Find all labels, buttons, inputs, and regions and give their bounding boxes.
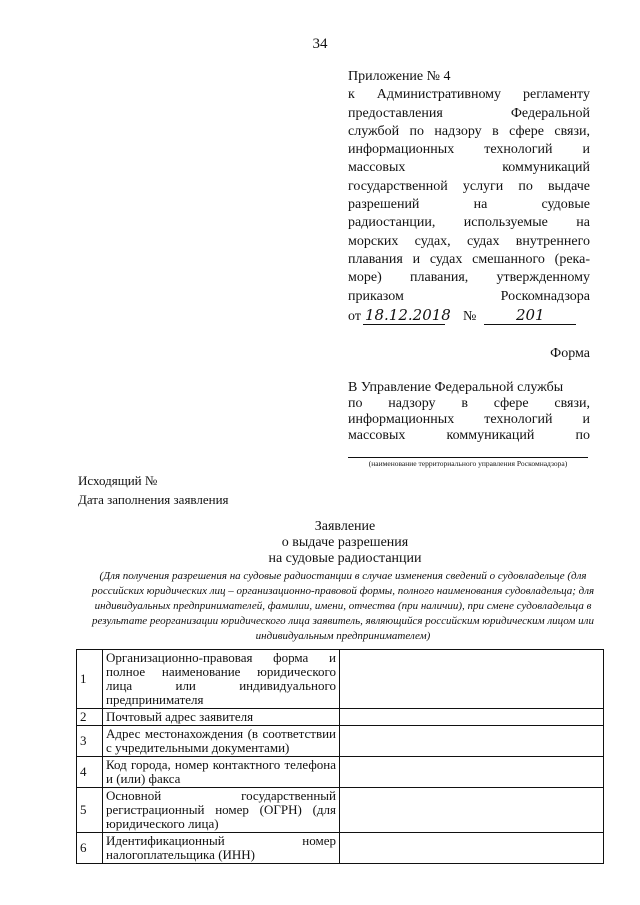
appendix-line: массовых коммуникаций — [348, 160, 590, 176]
outgoing-number-label: Исходящий № — [78, 473, 158, 488]
page-number: 34 — [312, 36, 328, 52]
appendix-line: радиостанции, используемые на — [348, 215, 590, 231]
document-title — [80, 519, 610, 567]
title-line: Заявление — [314, 519, 376, 534]
fill-date-label: Дата заполнения заявления — [78, 492, 229, 507]
order-date-number — [348, 306, 590, 326]
appendix-title: Приложение № 4 — [348, 69, 451, 84]
number-label: № — [462, 308, 477, 324]
row-label: Основной государственный регистрационный номер (ОГРН) (для юридического лица) — [103, 788, 340, 833]
table-row — [77, 650, 604, 709]
addressee-line: по надзору в сфере связи, — [348, 396, 590, 411]
row-number: 5 — [77, 788, 103, 833]
appendix-line: государственной услуги по выдаче — [348, 178, 590, 194]
row-label: Почтовый адрес заявителя — [103, 709, 340, 726]
application-note: (Для получения разрешения на судовые радиостанции в случае изменения сведений о судовладельце (для российских юридических лиц – организационно-правовой формы, полного наименования судовладельца; для индивидуальных предпринимателей, фамилии, имени, отчества (при наличии), при смене судовладельца в результате реорганизации юридического лица заявитель, являющийся российским юридическим лицом или индивидуальным предпринимателем) — [91, 570, 595, 642]
table-row — [77, 833, 604, 864]
row-number: 2 — [77, 709, 103, 726]
appendix-line: приказом Роскомнадзора — [348, 288, 590, 304]
row-number: 4 — [77, 757, 103, 788]
row-number: 1 — [77, 650, 103, 709]
addressee-hint: (наименование территориального управления Роскомнадзора) — [368, 459, 568, 468]
row-label: Код города, номер контактного телефона и (или) факса — [103, 757, 340, 788]
addressee-block — [348, 380, 590, 444]
row-label: Организационно-правовая форма и полное наименование юридического лица или индивидуального предпринимателя — [103, 650, 340, 709]
appendix-line: морских судах, судах внутреннего — [348, 233, 590, 249]
row-number: 6 — [77, 833, 103, 864]
table-row — [77, 788, 604, 833]
row-number: 3 — [77, 726, 103, 757]
addressee-line: информационных технологий и — [348, 412, 590, 427]
outgoing-info — [78, 471, 229, 509]
appendix-line: разрешений на судовые — [348, 197, 590, 213]
row-value — [340, 757, 604, 788]
appendix-line: к Административному регламенту — [348, 87, 590, 103]
handwritten-date: 18.12.2018 — [364, 305, 451, 324]
row-value — [340, 650, 604, 709]
addressee-underline — [348, 457, 588, 458]
title-line: о выдаче разрешения — [281, 535, 409, 550]
addressee-line: массовых коммуникаций по — [348, 428, 590, 443]
table-row — [77, 757, 604, 788]
row-value — [340, 726, 604, 757]
addressee-line: В Управление Федеральной службы — [348, 380, 564, 395]
table-row — [77, 709, 604, 726]
application-table — [76, 649, 604, 864]
row-label: Идентификационный номер налогоплательщика (ИНН) — [103, 833, 340, 864]
appendix-line: службой по надзору в сфере связи, — [348, 123, 590, 139]
appendix-line: плавания и судах смешанного (река- — [348, 251, 590, 267]
handwritten-number: 201 — [484, 306, 576, 325]
table-row — [77, 726, 604, 757]
row-label: Адрес местонахождения (в соответствии с учредительными документами) — [103, 726, 340, 757]
appendix-line: информационных технологий и — [348, 142, 590, 158]
form-label: Форма — [550, 346, 590, 361]
row-value — [340, 788, 604, 833]
row-value — [340, 709, 604, 726]
appendix-line: предоставления Федеральной — [348, 105, 590, 121]
appendix-line: море) плавания, утвержденному — [348, 270, 590, 286]
row-value — [340, 833, 604, 864]
title-line: на судовые радиостанции — [268, 551, 422, 566]
appendix-reference — [348, 68, 590, 326]
date-prefix: от — [348, 308, 361, 324]
